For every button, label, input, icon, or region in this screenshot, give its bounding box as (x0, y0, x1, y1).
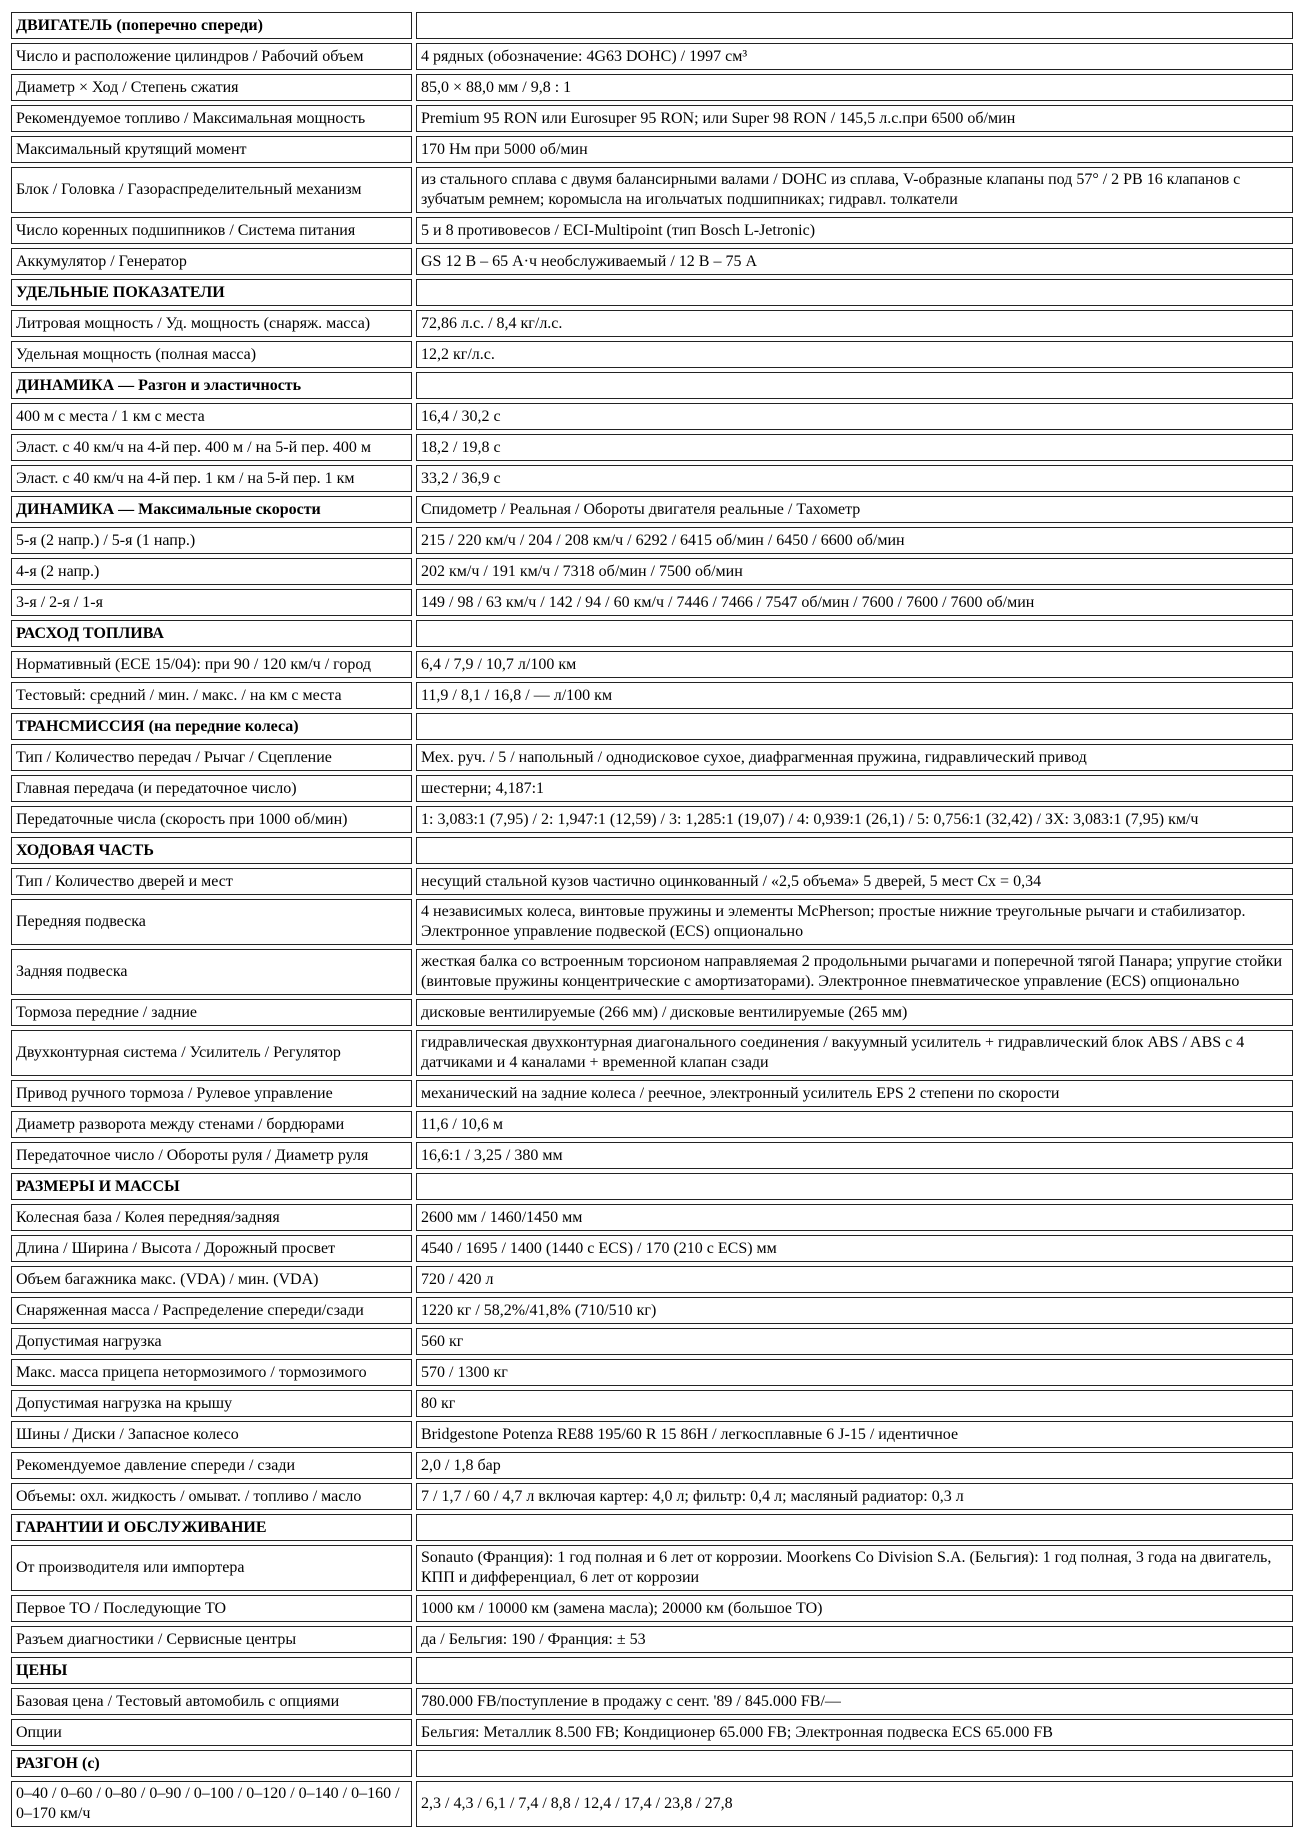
spec-value: 6,4 / 7,9 / 10,7 л/100 км (416, 651, 1293, 678)
section-value (416, 1514, 1293, 1541)
spec-label: Тип / Количество дверей и мест (11, 868, 412, 895)
spec-row (11, 403, 1293, 430)
spec-row (11, 74, 1293, 101)
spec-label: Эласт. с 40 км/ч на 4-й пер. 400 м / на 5-й пер. 400 м (11, 434, 412, 461)
spec-value: 1000 км / 10000 км (замена масла); 20000 км (большое ТО) (416, 1595, 1293, 1622)
spec-value: 2600 мм / 1460/1450 мм (416, 1204, 1293, 1231)
spec-value: дисковые вентилируемые (266 мм) / дисковые вентилируемые (265 мм) (416, 999, 1293, 1026)
spec-value: GS 12 В – 65 А·ч необслуживаемый / 12 В – 75 А (416, 248, 1293, 275)
spec-row (11, 589, 1293, 616)
section-header-row (11, 620, 1293, 647)
spec-value: жесткая балка со встроенным торсионом направляемая 2 продольными рычагами и поперечной тягой Панара; упругие стойки (винтовые пружины концентрические с амортизаторами). Электронное пневматическое управление (ECS) опционально (416, 949, 1293, 995)
spec-label: Разъем диагностики / Сервисные центры (11, 1626, 412, 1653)
spec-label: Максимальный крутящий момент (11, 136, 412, 163)
spec-row (11, 1235, 1293, 1262)
spec-row (11, 1421, 1293, 1448)
spec-label: Шины / Диски / Запасное колесо (11, 1421, 412, 1448)
spec-value: Bridgestone Potenza RE88 195/60 R 15 86H / легкосплавные 6 J-15 / идентичное (416, 1421, 1293, 1448)
spec-label: Число и расположение цилиндров / Рабочий объем (11, 43, 412, 70)
spec-row (11, 1297, 1293, 1324)
spec-row (11, 1781, 1293, 1827)
spec-value: да / Бельгия: 190 / Франция: ± 53 (416, 1626, 1293, 1653)
spec-row (11, 775, 1293, 802)
spec-value: 4 рядных (обозначение: 4G63 DOHC) / 1997 см³ (416, 43, 1293, 70)
spec-row (11, 868, 1293, 895)
spec-value: 16,6:1 / 3,25 / 380 мм (416, 1142, 1293, 1169)
spec-row (11, 136, 1293, 163)
spec-row (11, 1204, 1293, 1231)
spec-value: механический на задние колеса / реечное, электронный усилитель EPS 2 степени по скорости (416, 1080, 1293, 1107)
spec-row (11, 1030, 1293, 1076)
section-title: РАЗГОН (с) (11, 1750, 412, 1777)
spec-row (11, 1328, 1293, 1355)
spec-row (11, 899, 1293, 945)
spec-row (11, 682, 1293, 709)
spec-label: Рекомендуемое давление спереди / сзади (11, 1452, 412, 1479)
spec-value: 2,3 / 4,3 / 6,1 / 7,4 / 8,8 / 12,4 / 17,4 / 23,8 / 27,8 (416, 1781, 1293, 1827)
spec-value: 85,0 × 88,0 мм / 9,8 : 1 (416, 74, 1293, 101)
spec-label: Объем багажника макс. (VDA) / мин. (VDA) (11, 1266, 412, 1293)
spec-row (11, 167, 1293, 213)
spec-label: Колесная база / Колея передняя/задняя (11, 1204, 412, 1231)
section-header-row (11, 279, 1293, 306)
spec-label: Передняя подвеска (11, 899, 412, 945)
spec-row (11, 1266, 1293, 1293)
spec-label: Привод ручного тормоза / Рулевое управление (11, 1080, 412, 1107)
section-title: ГАРАНТИИ И ОБСЛУЖИВАНИЕ (11, 1514, 412, 1541)
section-title: ТРАНСМИССИЯ (на передние колеса) (11, 713, 412, 740)
spec-value: 149 / 98 / 63 км/ч / 142 / 94 / 60 км/ч / 7446 / 7466 / 7547 об/мин / 7600 / 7600 / 7600 об/мин (416, 589, 1293, 616)
spec-label: Макс. масса прицепа нетормозимого / тормозимого (11, 1359, 412, 1386)
spec-value: 4540 / 1695 / 1400 (1440 с ECS) / 170 (210 с ECS) мм (416, 1235, 1293, 1262)
spec-value: Бельгия: Металлик 8.500 FB; Кондиционер 65.000 FB; Электронная подвеска ECS 65.000 FB (416, 1719, 1293, 1746)
spec-label: Передаточные числа (скорость при 1000 об/мин) (11, 806, 412, 833)
spec-label: Базовая цена / Тестовый автомобиль с опциями (11, 1688, 412, 1715)
section-value (416, 1750, 1293, 1777)
spec-value: 215 / 220 км/ч / 204 / 208 км/ч / 6292 / 6415 об/мин / 6450 / 6600 об/мин (416, 527, 1293, 554)
spec-value: шестерни; 4,187:1 (416, 775, 1293, 802)
section-value (416, 713, 1293, 740)
section-title: ДВИГАТЕЛЬ (поперечно спереди) (11, 12, 412, 39)
spec-label: Литровая мощность / Уд. мощность (снаряж. масса) (11, 310, 412, 337)
spec-row (11, 105, 1293, 132)
spec-row (11, 806, 1293, 833)
spec-row (11, 558, 1293, 585)
spec-label: Снаряженная масса / Распределение спереди/сзади (11, 1297, 412, 1324)
spec-row (11, 1483, 1293, 1510)
section-header-row (11, 12, 1293, 39)
spec-row (11, 1142, 1293, 1169)
section-title: ДИНАМИКА — Максимальные скорости (11, 496, 412, 523)
spec-label: 4-я (2 напр.) (11, 558, 412, 585)
spec-label: 400 м с места / 1 км с места (11, 403, 412, 430)
spec-value: 1220 кг / 58,2%/41,8% (710/510 кг) (416, 1297, 1293, 1324)
spec-value: 16,4 / 30,2 с (416, 403, 1293, 430)
spec-label: Эласт. с 40 км/ч на 4-й пер. 1 км / на 5-й пер. 1 км (11, 465, 412, 492)
section-value (416, 12, 1293, 39)
spec-label: Объемы: охл. жидкость / омыват. / топливо / масло (11, 1483, 412, 1510)
spec-value: 11,9 / 8,1 / 16,8 / — л/100 км (416, 682, 1293, 709)
section-title: РАЗМЕРЫ И МАССЫ (11, 1173, 412, 1200)
spec-value: 2,0 / 1,8 бар (416, 1452, 1293, 1479)
spec-value: 780.000 FB/поступление в продажу с сент. '89 / 845.000 FB/— (416, 1688, 1293, 1715)
section-title: ДИНАМИКА — Разгон и эластичность (11, 372, 412, 399)
section-header-row (11, 1657, 1293, 1684)
section-value (416, 1173, 1293, 1200)
spec-row (11, 1080, 1293, 1107)
spec-label: Передаточное число / Обороты руля / Диаметр руля (11, 1142, 412, 1169)
spec-row (11, 1390, 1293, 1417)
spec-value: 202 км/ч / 191 км/ч / 7318 об/мин / 7500 об/мин (416, 558, 1293, 585)
spec-label: 5-я (2 напр.) / 5-я (1 напр.) (11, 527, 412, 554)
section-title: УДЕЛЬНЫЕ ПОКАЗАТЕЛИ (11, 279, 412, 306)
spec-value: 33,2 / 36,9 с (416, 465, 1293, 492)
spec-label: Опции (11, 1719, 412, 1746)
spec-row (11, 1688, 1293, 1715)
spec-row (11, 1111, 1293, 1138)
spec-label: Тестовый: средний / мин. / макс. / на км с места (11, 682, 412, 709)
section-value (416, 837, 1293, 864)
spec-row (11, 1595, 1293, 1622)
spec-label: Нормативный (ECE 15/04): при 90 / 120 км/ч / город (11, 651, 412, 678)
spec-row (11, 43, 1293, 70)
section-value (416, 1657, 1293, 1684)
spec-row (11, 651, 1293, 678)
spec-value: 720 / 420 л (416, 1266, 1293, 1293)
spec-label: Число коренных подшипников / Система питания (11, 217, 412, 244)
spec-label: Диаметр × Ход / Степень сжатия (11, 74, 412, 101)
spec-label: Главная передача (и передаточное число) (11, 775, 412, 802)
spec-label: Удельная мощность (полная масса) (11, 341, 412, 368)
spec-label: Допустимая нагрузка на крышу (11, 1390, 412, 1417)
spec-label: Тормоза передние / задние (11, 999, 412, 1026)
spec-value: 12,2 кг/л.с. (416, 341, 1293, 368)
spec-row (11, 248, 1293, 275)
spec-value: 5 и 8 противовесов / ECI-Multipoint (тип Bosch L-Jetronic) (416, 217, 1293, 244)
spec-label: Блок / Головка / Газораспределительный механизм (11, 167, 412, 213)
section-header-row (11, 837, 1293, 864)
spec-row (11, 434, 1293, 461)
spec-label: 0–40 / 0–60 / 0–80 / 0–90 / 0–100 / 0–120 / 0–140 / 0–160 / 0–170 км/ч (11, 1781, 412, 1827)
spec-value: 1: 3,083:1 (7,95) / 2: 1,947:1 (12,59) / 3: 1,285:1 (19,07) / 4: 0,939:1 (26,1) / 5: 0,756:1 (32,42) / ЗХ: 3,083:1 (7,95) км/ч (416, 806, 1293, 833)
spec-row (11, 1626, 1293, 1653)
spec-row (11, 217, 1293, 244)
section-value: Спидометр / Реальная / Обороты двигателя реальные / Тахометр (416, 496, 1293, 523)
section-header-row (11, 496, 1293, 523)
spec-row (11, 744, 1293, 771)
spec-row (11, 310, 1293, 337)
spec-value: несущий стальной кузов частично оцинкованный / «2,5 объема» 5 дверей, 5 мест Cx = 0,34 (416, 868, 1293, 895)
spec-label: 3-я / 2-я / 1-я (11, 589, 412, 616)
spec-value: Sonauto (Франция): 1 год полная и 6 лет от коррозии. Moorkens Co Division S.A. (Бельгия): 1 год полная, 3 года на двигатель, КПП и дифференциал, 6 лет от коррозии (416, 1545, 1293, 1591)
section-title: РАСХОД ТОПЛИВА (11, 620, 412, 647)
spec-label: Тип / Количество передач / Рычаг / Сцепление (11, 744, 412, 771)
spec-row (11, 1452, 1293, 1479)
spec-row (11, 1359, 1293, 1386)
section-header-row (11, 1750, 1293, 1777)
spec-label: Аккумулятор / Генератор (11, 248, 412, 275)
spec-row (11, 465, 1293, 492)
spec-value: 11,6 / 10,6 м (416, 1111, 1293, 1138)
spec-value: 72,86 л.с. / 8,4 кг/л.с. (416, 310, 1293, 337)
spec-label: Двухконтурная система / Усилитель / Регулятор (11, 1030, 412, 1076)
spec-value: 570 / 1300 кг (416, 1359, 1293, 1386)
spec-value: гидравлическая двухконтурная диагонального соединения / вакуумный усилитель + гидравлический блок ABS / ABS с 4 датчиками и 4 каналами + временной клапан сзади (416, 1030, 1293, 1076)
spec-value: 18,2 / 19,8 с (416, 434, 1293, 461)
section-header-row (11, 1173, 1293, 1200)
section-header-row (11, 1514, 1293, 1541)
spec-label: Первое ТО / Последующие ТО (11, 1595, 412, 1622)
spec-value: Мех. руч. / 5 / напольный / однодисковое сухое, диафрагменная пружина, гидравлический привод (416, 744, 1293, 771)
spec-table (7, 8, 1296, 1831)
spec-table-body (11, 12, 1293, 1827)
spec-label: Задняя подвеска (11, 949, 412, 995)
spec-value: Premium 95 RON или Eurosuper 95 RON; или Super 98 RON / 145,5 л.с.при 6500 об/мин (416, 105, 1293, 132)
spec-value: 560 кг (416, 1328, 1293, 1355)
spec-row (11, 1545, 1293, 1591)
spec-value: 170 Нм при 5000 об/мин (416, 136, 1293, 163)
spec-row (11, 341, 1293, 368)
spec-label: Рекомендуемое топливо / Максимальная мощность (11, 105, 412, 132)
spec-label: От производителя или импортера (11, 1545, 412, 1591)
spec-value: 4 независимых колеса, винтовые пружины и элементы McPherson; простые нижние треугольные рычаги и стабилизатор. Электронное управление подвеской (ECS) опционально (416, 899, 1293, 945)
spec-value: 80 кг (416, 1390, 1293, 1417)
spec-value: из стального сплава с двумя балансирными валами / DOHC из сплава, V-образные клапаны под 57° / 2 PB 16 клапанов с зубчатым ремнем; коромысла на игольчатых подшипниках; гидравл. толкатели (416, 167, 1293, 213)
spec-row (11, 999, 1293, 1026)
spec-label: Длина / Ширина / Высота / Дорожный просвет (11, 1235, 412, 1262)
spec-row (11, 527, 1293, 554)
section-title: ХОДОВАЯ ЧАСТЬ (11, 837, 412, 864)
spec-label: Допустимая нагрузка (11, 1328, 412, 1355)
section-value (416, 279, 1293, 306)
section-header-row (11, 372, 1293, 399)
spec-value: 7 / 1,7 / 60 / 4,7 л включая картер: 4,0 л; фильтр: 0,4 л; масляный радиатор: 0,3 л (416, 1483, 1293, 1510)
spec-label: Диаметр разворота между стенами / бордюрами (11, 1111, 412, 1138)
section-value (416, 372, 1293, 399)
spec-row (11, 949, 1293, 995)
section-header-row (11, 713, 1293, 740)
section-value (416, 620, 1293, 647)
section-title: ЦЕНЫ (11, 1657, 412, 1684)
spec-row (11, 1719, 1293, 1746)
